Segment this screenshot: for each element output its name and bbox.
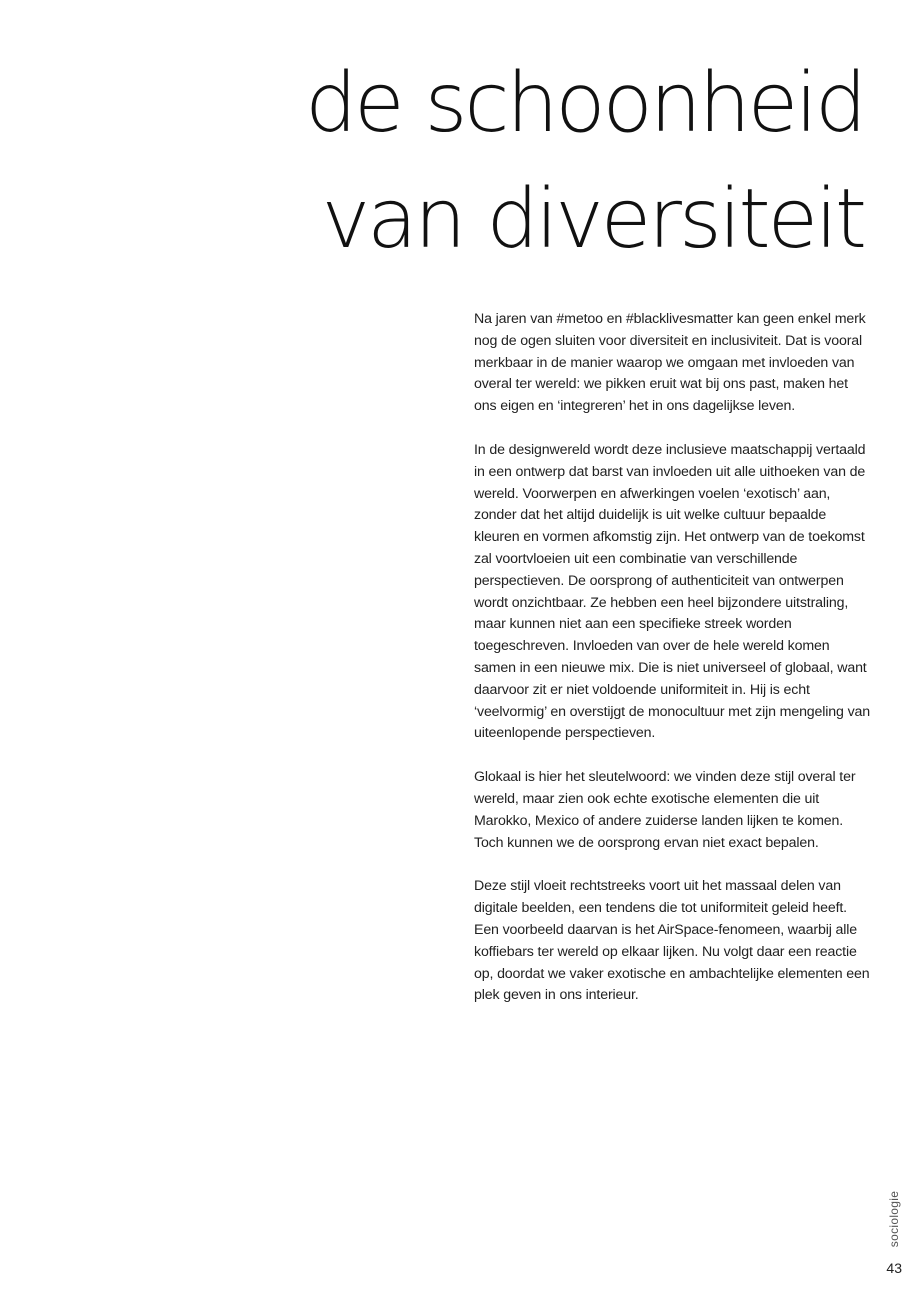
paragraph: Na jaren van #metoo en #blacklivesmatter kan geen enkel merk nog de ogen sluiten voor diversiteit en inclusiviteit. Dat is vooral merkbaar in de manier waarop we omgaan met invloeden van overal ter wereld: we pikken eruit wat bij ons past, maken het ons eigen en ‘integreren’ het in ons dagelijkse leven. — [474, 311, 866, 415]
page-number: 43 — [886, 1260, 902, 1276]
paragraph: Deze stijl vloeit rechtstreeks voort uit het massaal delen van digitale beelden, een tendens die tot uniformiteit geleid heeft. Een voorbeeld daarvan is het AirSpace-fenomeen, waarbij alle koffiebars ter wereld op elkaar lijken. Nu volgt daar een reactie op, doordat we vaker exotische en ambachtelijke elementen een plek geven in ons interieur. — [474, 878, 870, 1004]
article-body — [474, 309, 874, 1029]
section-label-text: sociologie — [887, 1190, 901, 1248]
page-title — [264, 46, 864, 278]
section-label — [874, 1174, 914, 1264]
paragraph: In de designwereld wordt deze inclusieve maatschappij vertaald in een ontwerp dat barst van invloeden uit alle uithoeken van de wereld. Voorwerpen en afwerkingen voelen ‘exotisch’ aan, zonder dat het altijd duidelijk is uit welke cultuur bepaalde kleuren en vormen afkomstig zijn. Het ontwerp van de toekomst zal voortvloeien uit een combinatie van verschillende perspectieven. De oorsprong of authenticiteit van ontwerpen wordt onzichtbaar. Ze hebben een heel bijzondere uitstraling, maar kunnen niet aan een specifieke streek worden toegeschreven. Invloeden van over de hele wereld komen samen in een nieuwe mix. Die is niet universeel of globaal, want daarvoor zit er niet voldoende uniformiteit in. Hij is echt ‘veelvormig’ en overstijgt de monocultuur met zijn mengeling van uiteenlopende perspectieven. — [474, 441, 870, 742]
page-title-line-1: de schoonheid — [305, 56, 864, 151]
page-title-line-2: van diversiteit — [321, 172, 864, 267]
paragraph: Glokaal is hier het sleutelwoord: we vinden deze stijl overal ter wereld, maar zien ook echte exotische elementen die uit Marokko, Mexico of andere zuiderse landen lijken te komen. Toch kunnen we de oorsprong ervan niet exact bepalen. — [474, 769, 856, 851]
